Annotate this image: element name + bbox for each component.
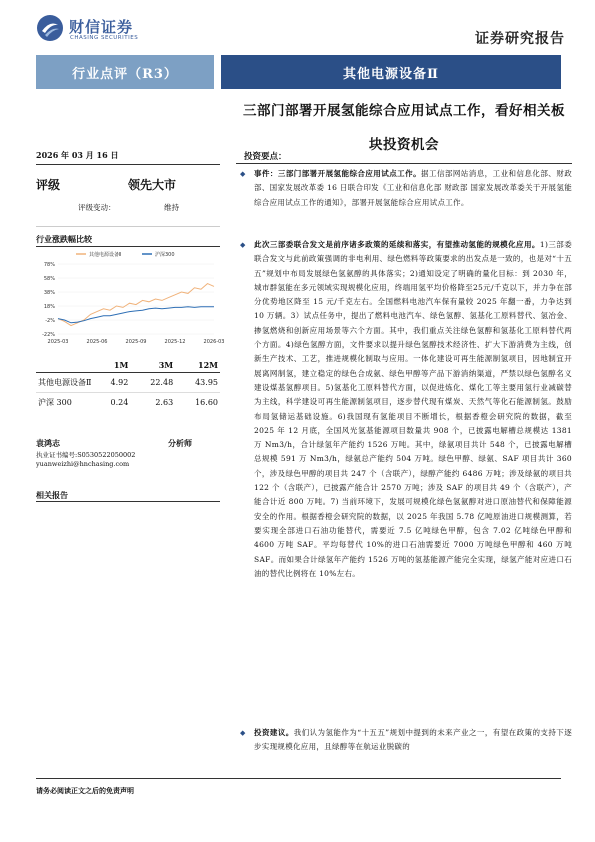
related-reports-title: 相关报告 [36, 490, 68, 500]
bullet-heading: 事件：三部门部署开展氢能综合应用试点工作。 [254, 169, 422, 178]
table-header-row [36, 358, 220, 373]
bullet-icon: ◆ [240, 241, 246, 249]
divider [36, 246, 220, 247]
x-tick-label: 2025-03 [47, 339, 69, 345]
x-tick-label: 2026-03 [203, 339, 225, 345]
divider [36, 226, 220, 227]
y-tick-label: 78% [43, 262, 55, 268]
x-tick-label: 2025-09 [125, 339, 147, 345]
industry-name: 其他电源设备Ⅱ [221, 55, 561, 89]
cell-1m: 0.24 [110, 398, 129, 407]
cell-1m: 4.92 [94, 373, 130, 393]
certificate-number: 执业证书编号:S0530522050002 [36, 451, 136, 459]
series-line [58, 307, 214, 323]
logo-text-cn: 财信证券 [69, 18, 134, 36]
table-header: 12M [175, 358, 220, 373]
cell-3m: 2.63 [155, 398, 174, 407]
divider [36, 501, 220, 502]
table-row [36, 393, 220, 413]
bullet-text: 1)三部委联合发文与此前政策强调的非电利用、绿色燃料等政策要求的出发点是一致的，也是对“十五五”规划中布局发展绿色氢氨醇的具体落实；2)通知设定了明确的量化目标：到 2030 年，城市群氢能在多元领域实现规模化应用，终端用氢平均价格降至25元/千克以下，并力争在部分优势地区降至 15 元/千克左右。全国燃料电池汽车保有量较 2025 年翻一番，力争达到 10 万辆。3）试点任务中，提出了燃料电池汽车、绿色氢醇、氢基化工原料替代、氢冶金、掺氢燃烧和创新应用场景等六个方面。其中，我们重点关注绿色氢醇和氢基化工原料替代两个方面。4)绿色氢醇方面，文件要求以提升绿色氢醇技术经济性、扩大下游消费为主线，创新生产技术、工艺，推进规模化制取与应用。一体化建设可再生能源制氢项目，因地制宜开展离网制氢，建立稳定的绿色合成氨、绿色甲醇等产品下游消纳渠道，严禁以绿色氢醇名义建设煤基氢醇项目。5)氢基化工原料替代方面，以促进炼化、煤化工等主要用氢行业减碳替为主线，科学建设可再生能源制氢项目，逐步替代现有煤炭、天然气等化石能源制氢。鼓励布局氢储运基础设施。6)我国现有氢能项目不断增长，根据香橙会研究院的数据，截至 2025 年 12 月底，全国风光氢基能源项目数量共 908 个，已披露电解槽总规模达 1381 万 Nm3/h，合计绿氢年产能约 1526 万吨。其中，绿氨项目共计 548 个，已披露电解槽总规模 591 万 Nm3/h，绿氨总产能约 504 万吨。绿色甲醇、绿氨、SAF 项目共计 360 个，涉及绿色甲醇的项目共 247 个（含联产），绿醇产能约 6486 万吨；涉及绿氨的项目共 122 个（含联产），已披露产能合计 2570 万吨；涉及 SAF 的项目共 49 个（含联产），产能合计近 800 万吨。7) 当前环境下，发展可规模化绿色氢氨醇对进口原油替代和保障能源安全的作用。根据香橙会研究院的数据，以 2025 年我国 5.78 亿吨原油进口规模测算，若要实现全部进口石油功能替代，需要近 7.5 亿吨绿色甲醇，包含 7.02 亿吨绿色甲醇和 4600 万吨 SAF。平均每替代 10%的进口石油需要近 7000 万吨绿色甲醇和 460 万吨 SAF。而如果合计绿氢年产能约 1526 万吨的氢基能源产能完全实现，绿氢产能对应进口石油的替代比例将在 10%左右。 [254, 240, 572, 578]
footer-divider [36, 778, 561, 779]
bullet-text: 据工信部网站消息，工业和信息化部、财政部、国家发展改革委 16 日联合印发《工业和信息化部 财政部 国家发展改革委关于开展氢能综合应用试点工作的通知》，部署开展氢能综合应用试点工作。 [254, 169, 572, 207]
company-logo [36, 12, 166, 46]
section-title: 投资要点： [244, 152, 287, 162]
legend-label: 其他电源设备Ⅱ [89, 252, 122, 258]
bullet-heading: 投资建议。 [254, 728, 294, 737]
header-band [36, 55, 561, 89]
y-tick-label: 58% [43, 276, 55, 282]
y-tick-label: -2% [45, 318, 55, 324]
logo-mark-icon [36, 14, 64, 42]
x-tick-label: 2025-12 [164, 339, 186, 345]
analyst-role: 分析师 [168, 438, 192, 448]
analyst-name: 袁鸿志 [36, 438, 60, 448]
chart-title: 行业涨跌幅比较 [36, 234, 92, 244]
bullet-text: 我们认为氢能作为“十五五”规划中提到的未来产业之一，有望在政策的支持下逐步实现规模化应用，且绿醇等在航运业脱碳的 [254, 728, 573, 752]
y-tick-label: -22% [42, 332, 55, 338]
rating-change-value: 维持 [164, 203, 179, 212]
report-title-line2: 块投资机会 [369, 137, 439, 153]
bullet-icon: ◆ [240, 729, 246, 737]
cell-3m: 22.48 [130, 373, 175, 393]
report-type: 证券研究报告 [475, 31, 565, 47]
analyst-email[interactable]: yuanweizhi@hnchasing.com [36, 460, 130, 468]
bullet-icon: ◆ [240, 170, 246, 178]
bullet-point [242, 238, 572, 581]
rating-label: 评级 [36, 178, 61, 192]
table-header: 1M [94, 358, 130, 373]
series-line [58, 284, 214, 326]
table-header: 3M [130, 358, 175, 373]
y-tick-label: 18% [43, 304, 55, 310]
report-category: 行业点评（R3） [36, 55, 214, 89]
bullet-heading: 此次三部委联合发文是前序诸多政策的延续和落实，有望推动氢能的规模化应用。 [254, 240, 540, 249]
rating-change-label: 评级变动： [78, 203, 116, 212]
rating-value: 领先大市 [128, 178, 177, 192]
row-name: 其他电源设备Ⅱ [36, 373, 94, 393]
bullet-point [242, 726, 572, 755]
row-name: 沪深 300 [38, 398, 72, 407]
disclaimer-note: 请务必阅读正文之后的免责声明 [36, 786, 134, 795]
legend-label: 沪深300 [155, 252, 175, 258]
divider [236, 163, 572, 164]
x-tick-label: 2025-06 [86, 339, 108, 345]
bullet-point [242, 167, 572, 210]
divider [36, 164, 220, 165]
y-tick-label: 38% [43, 290, 55, 296]
table-row [36, 373, 220, 393]
report-title-line1: 三部门部署开展氢能综合应用试点工作，看好相关板 [243, 103, 565, 119]
performance-chart [36, 248, 225, 350]
table-header [36, 358, 94, 373]
cell-12m: 16.60 [195, 398, 218, 407]
performance-table [36, 358, 220, 412]
report-date: 2026 年 03 月 16 日 [36, 150, 119, 160]
logo-text-en: CHASING SECURITIES [70, 35, 139, 41]
cell-12m: 43.95 [175, 373, 220, 393]
